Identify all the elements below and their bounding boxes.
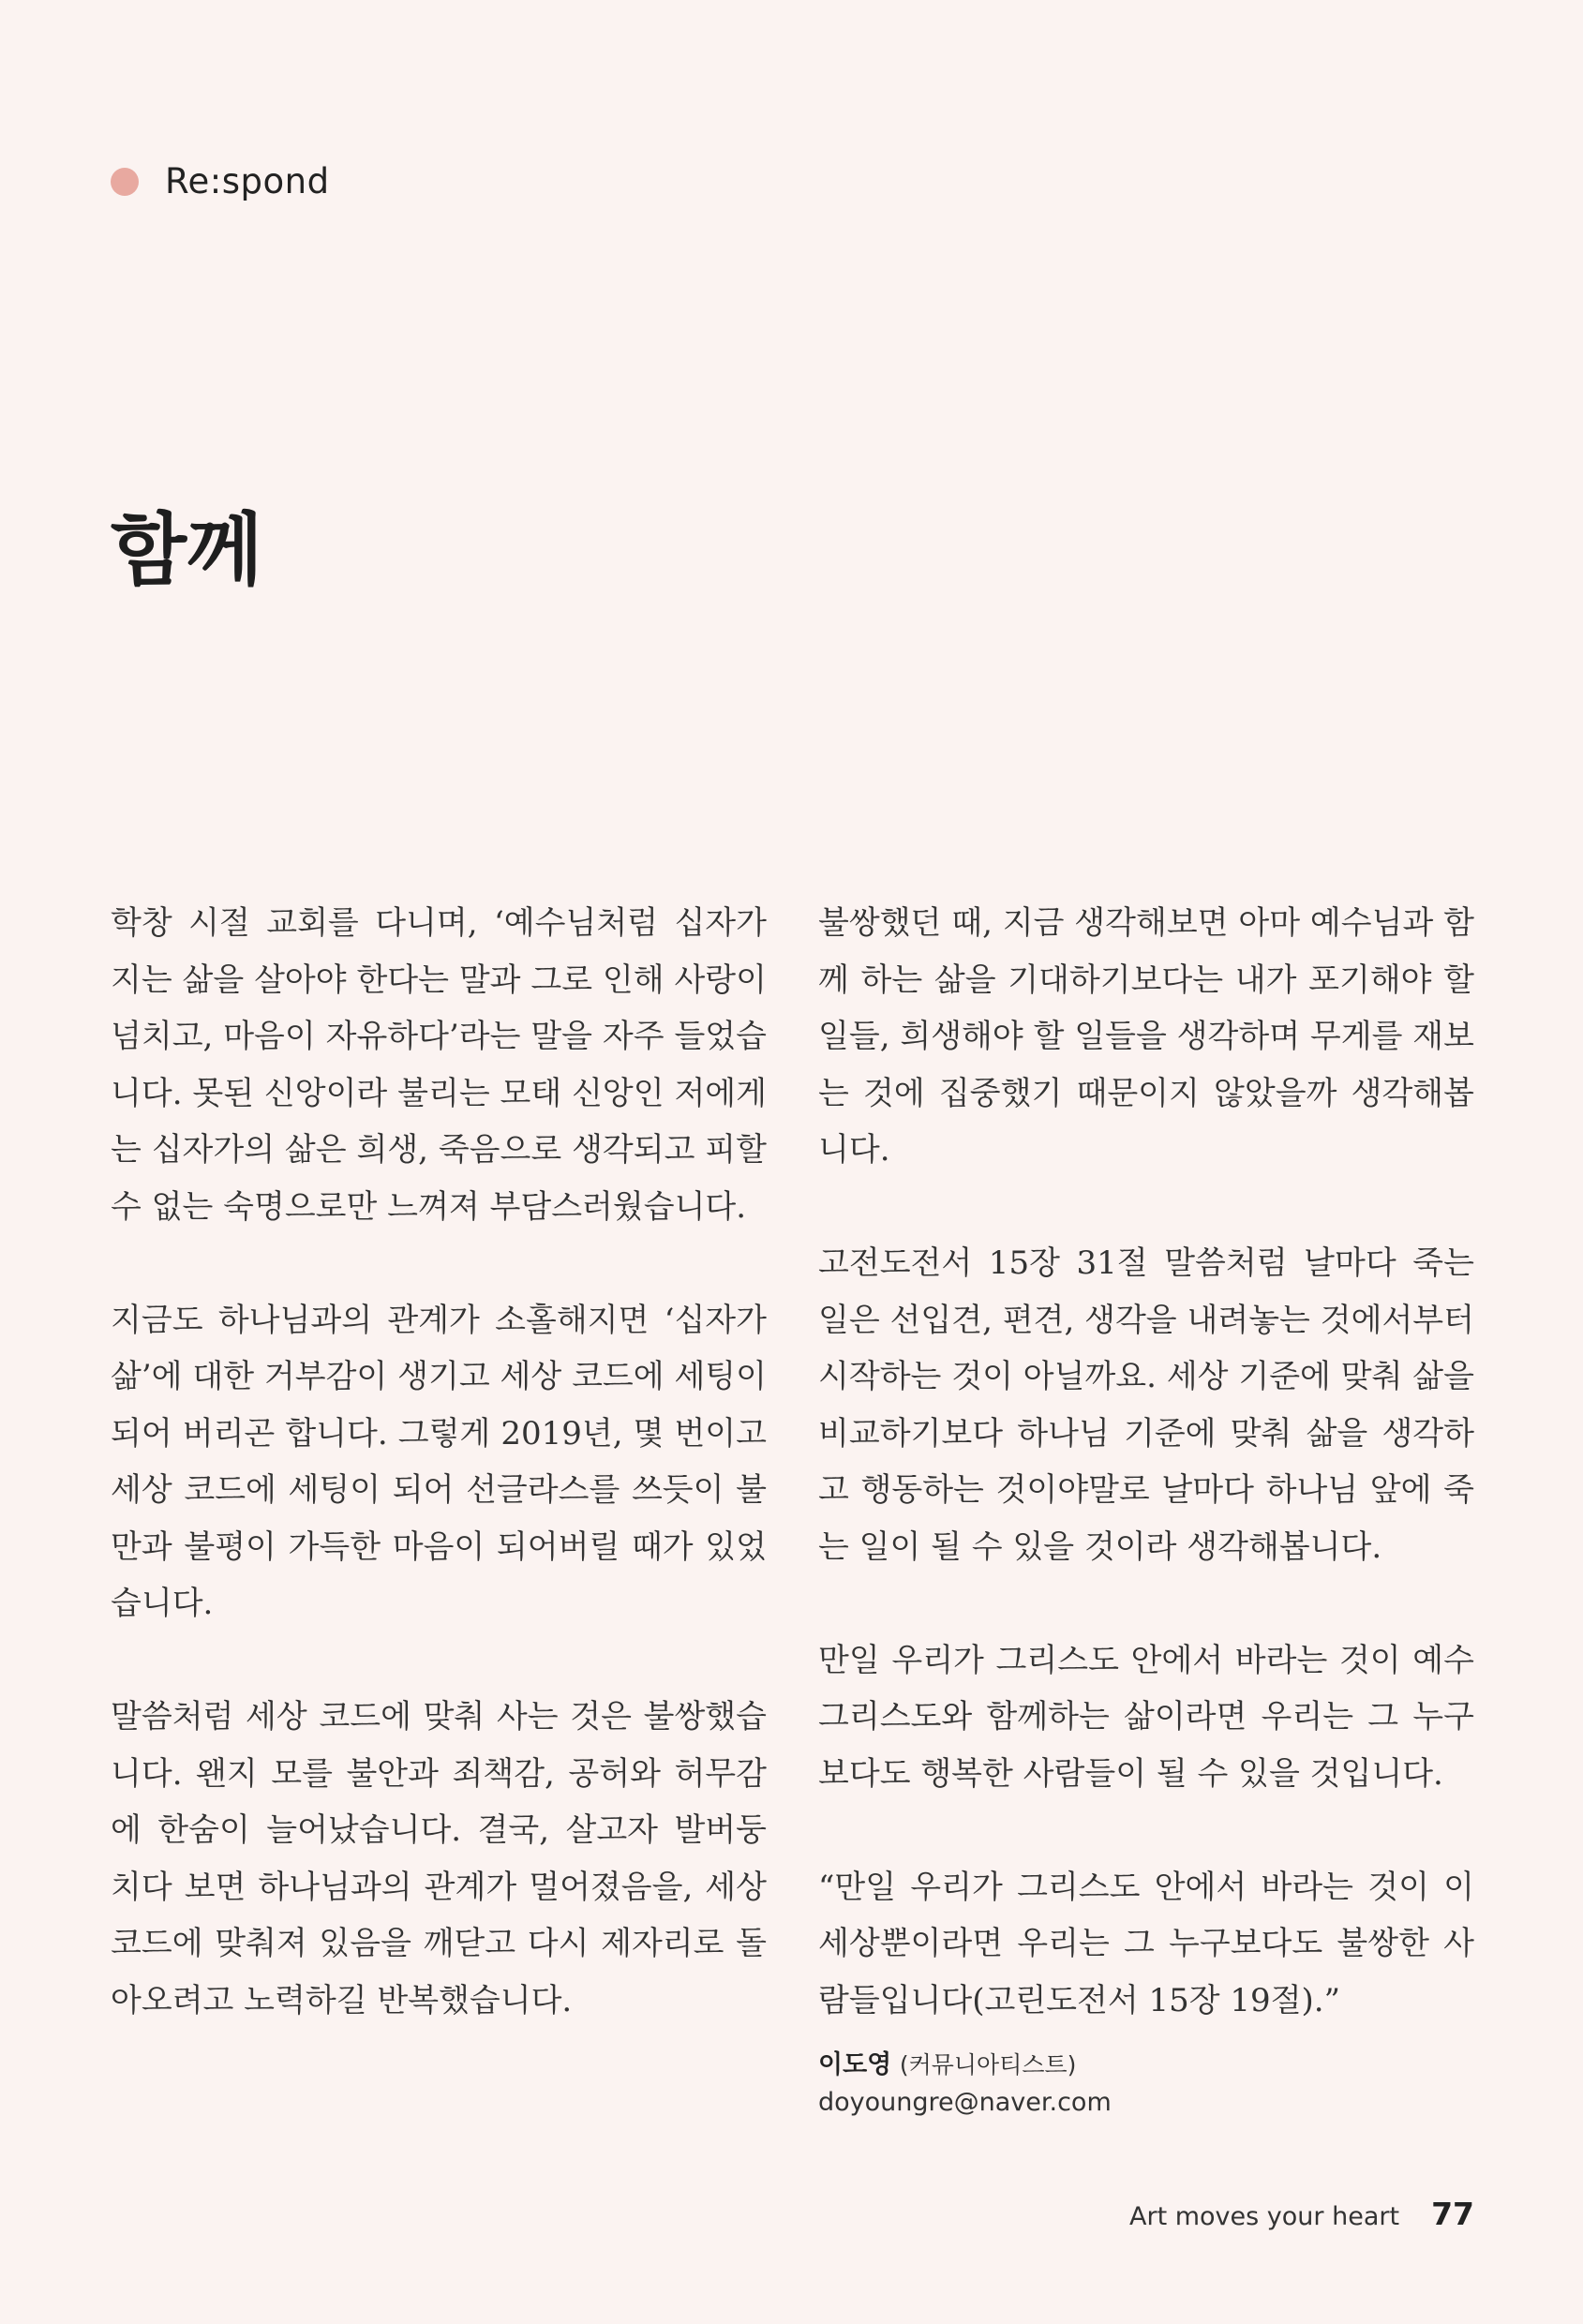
left-column bbox=[111, 895, 767, 2086]
page-number: 77 bbox=[1431, 2196, 1474, 2232]
paragraph: 학창 시절 교회를 다니며, ‘예수님처럼 십자가 지는 삶을 살아야 한다는 말과 그로 인해 사랑이 넘치고, 마음이 자유하다’라는 말을 자주 들었습니다. 못된 신앙이라 불리는 모태 신앙인 저에게는 십자가의 삶은 희생, 죽음으로 생각되고 피할 수 없는 숙명으로만 느껴져 부담스러웠습니다. bbox=[111, 904, 767, 1226]
author-email: doyoungre@naver.com bbox=[818, 2088, 1112, 2117]
quote-paragraph: “만일 우리가 그리스도 안에서 바라는 것이 이 세상뿐이라면 우리는 그 누구보다도 불쌍한 사람들입니다(고린도전서 15장 19절).” bbox=[818, 1868, 1474, 2019]
section-dot-icon bbox=[111, 168, 139, 196]
paragraph: 불쌍했던 때, 지금 생각해보면 아마 예수님과 함께 하는 삶을 기대하기보다는 내가 포기해야 할 일들, 희생해야 할 일들을 생각하며 무게를 재보는 것에 집중했기 때문이지 않았을까 생각해봅니다. bbox=[818, 904, 1474, 1169]
author-name: 이도영 bbox=[818, 2050, 892, 2079]
footer-tagline: Art moves your heart bbox=[1129, 2202, 1400, 2231]
paragraph: 말씀처럼 세상 코드에 맞춰 사는 것은 불쌍했습니다. 왠지 모를 불안과 죄책감, 공허와 허무감에 한숨이 늘어났습니다. 결국, 살고자 발버둥 치다 보면 하나님과의 관계가 멀어졌음을, 세상 코드에 맞춰져 있음을 깨닫고 다시 제자리로 돌아오려고 노력하길 반복했습니다. bbox=[111, 1698, 767, 2019]
author-role: (커뮤니아티스트) bbox=[899, 2051, 1077, 2078]
section-label bbox=[111, 161, 330, 201]
section-label-text: Re:spond bbox=[165, 161, 330, 201]
author-line bbox=[818, 2047, 1112, 2084]
author-block bbox=[818, 2047, 1112, 2122]
paragraph: 지금도 하나님과의 관계가 소홀해지면 ‘십자가 삶’에 대한 거부감이 생기고 세상 코드에 세팅이 되어 버리곤 합니다. 그렇게 2019년, 몇 번이고 세상 코드에 세팅이 되어 선글라스를 쓰듯이 불만과 불평이 가득한 마음이 되어버릴 때가 있었습니다. bbox=[111, 1301, 767, 1622]
page-footer bbox=[1129, 2196, 1474, 2232]
right-column bbox=[818, 895, 1474, 2086]
paragraph: 만일 우리가 그리스도 안에서 바라는 것이 예수 그리스도와 함께하는 삶이라면 우리는 그 누구보다도 행복한 사람들이 될 수 있을 것입니다. bbox=[818, 1641, 1474, 1793]
paragraph: 고전도전서 15장 31절 말씀처럼 날마다 죽는 일은 선입견, 편견, 생각을 내려놓는 것에서부터 시작하는 것이 아닐까요. 세상 기준에 맞춰 삶을 비교하기보다 하나님 기준에 맞춰 삶을 생각하고 행동하는 것이야말로 날마다 하나님 앞에 죽는 일이 될 수 있을 것이라 생각해봅니다. bbox=[818, 1244, 1474, 1566]
article-title: 함께 bbox=[111, 503, 263, 596]
